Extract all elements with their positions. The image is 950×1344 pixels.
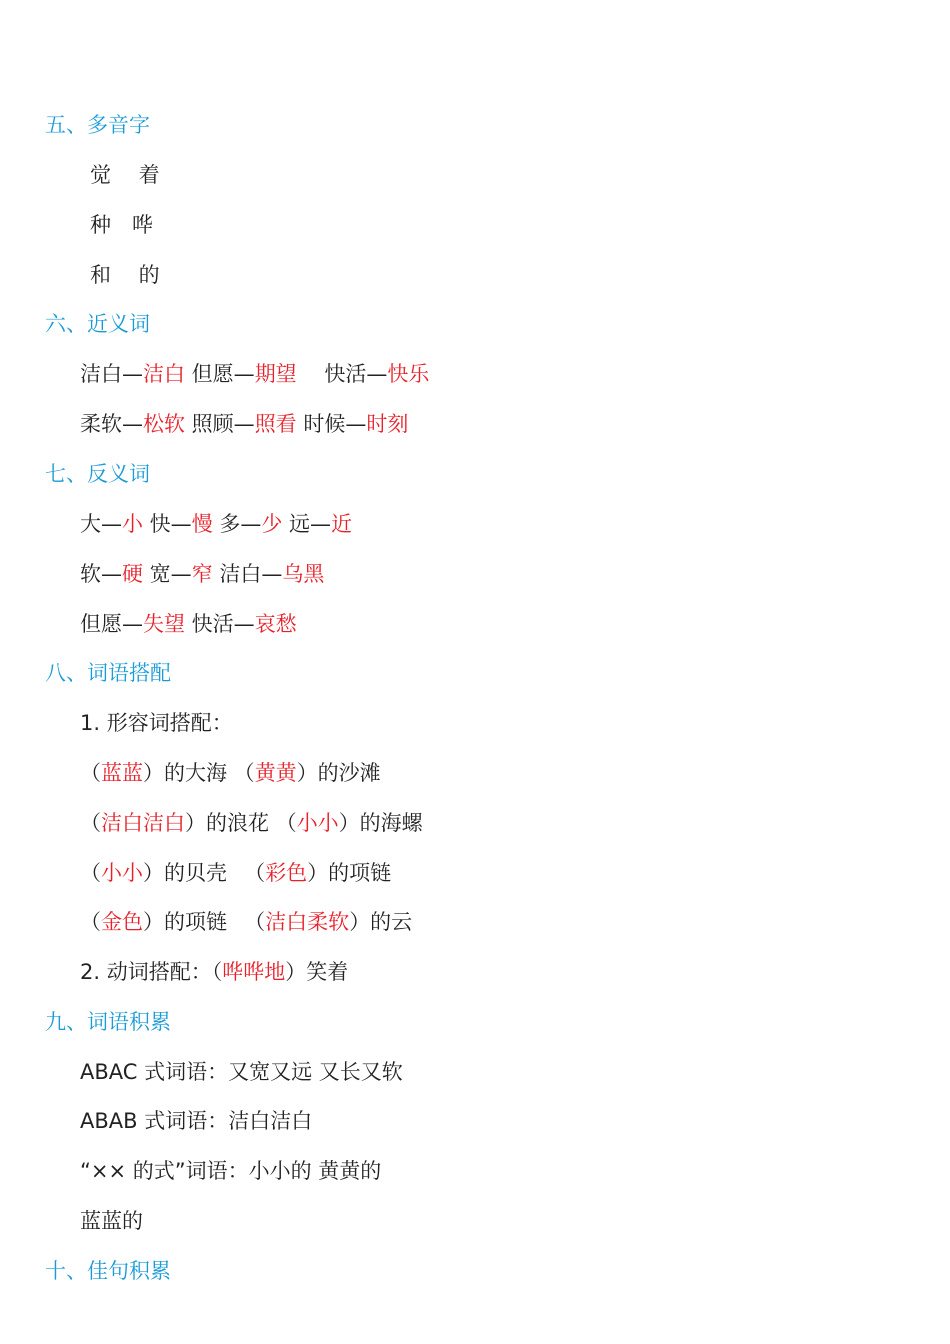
collocation-row-2: （洁白洁白）的浪花 （小小）的海螺 [80, 811, 423, 835]
antonym-row-3: 但愿—失望 快活—哀愁 [80, 612, 297, 636]
answer: 期望 [254, 362, 297, 386]
collocation-row-3: （小小）的贝壳 （彩色）的项链 [80, 861, 392, 885]
section-heading-6: 六、近义词 [45, 312, 150, 336]
section-heading-7: 七、反义词 [45, 462, 150, 486]
answer: 小小 [296, 811, 339, 835]
polyphone-row-1: 觉 着 [90, 163, 160, 187]
section-heading-5: 五、多音字 [45, 113, 150, 137]
synonym-row-2: 柔软—松软 照顾—照看 时候—时刻 [80, 412, 409, 436]
synonym-row-1: 洁白—洁白 但愿—期望 快活—快乐 [80, 362, 430, 386]
answer: 失望 [143, 612, 185, 636]
answer: 小小 [101, 861, 143, 885]
answer: 慢 [191, 512, 213, 536]
accumulation-row-3: “×× 的式”词语：小小的 黄黄的 [80, 1159, 382, 1183]
answer: 照看 [254, 412, 297, 436]
subheading-adjective: 1. 形容词搭配： [80, 711, 233, 735]
answer: 快乐 [387, 362, 430, 386]
accumulation-row-2: ABAB 式词语：洁白洁白 [80, 1109, 313, 1133]
answer: 乌黑 [282, 562, 325, 586]
answer: 近 [331, 512, 353, 536]
answer: 洁白 [143, 362, 185, 386]
subheading-verb: 2. 动词搭配：（哗哗地）笑着 [80, 960, 349, 984]
antonym-row-1: 大—小 快—慢 多—少 远—近 [80, 512, 353, 536]
answer: 哀愁 [254, 612, 297, 636]
collocation-row-1: （蓝蓝）的大海 （黄黄）的沙滩 [80, 761, 381, 785]
collocation-row-4: （金色）的项链 （洁白柔软）的云 [80, 910, 413, 934]
polyphone-row-2: 种 哗 [90, 213, 153, 237]
accumulation-row-4: 蓝蓝的 [80, 1209, 143, 1233]
answer: 少 [261, 512, 283, 536]
answer: 金色 [101, 910, 143, 934]
section-heading-9: 九、词语积累 [45, 1010, 171, 1034]
answer: 小 [122, 512, 143, 536]
antonym-row-2: 软—硬 宽—窄 洁白—乌黑 [80, 562, 325, 586]
answer: 洁白洁白 [101, 811, 185, 835]
answer: 哗哗地 [222, 960, 286, 984]
answer: 黄黄 [254, 761, 297, 785]
answer: 窄 [191, 562, 213, 586]
answer: 洁白柔软 [265, 910, 350, 934]
answer: 时刻 [366, 412, 409, 436]
answer: 彩色 [265, 861, 308, 885]
polyphone-row-3: 和 的 [90, 263, 160, 287]
section-heading-8: 八、词语搭配 [45, 661, 171, 685]
accumulation-row-1: ABAC 式词语：又宽又远 又长又软 [80, 1060, 403, 1084]
answer: 松软 [143, 412, 185, 436]
answer: 蓝蓝 [101, 761, 143, 785]
answer: 硬 [122, 562, 143, 586]
section-heading-10: 十、佳句积累 [45, 1259, 171, 1283]
